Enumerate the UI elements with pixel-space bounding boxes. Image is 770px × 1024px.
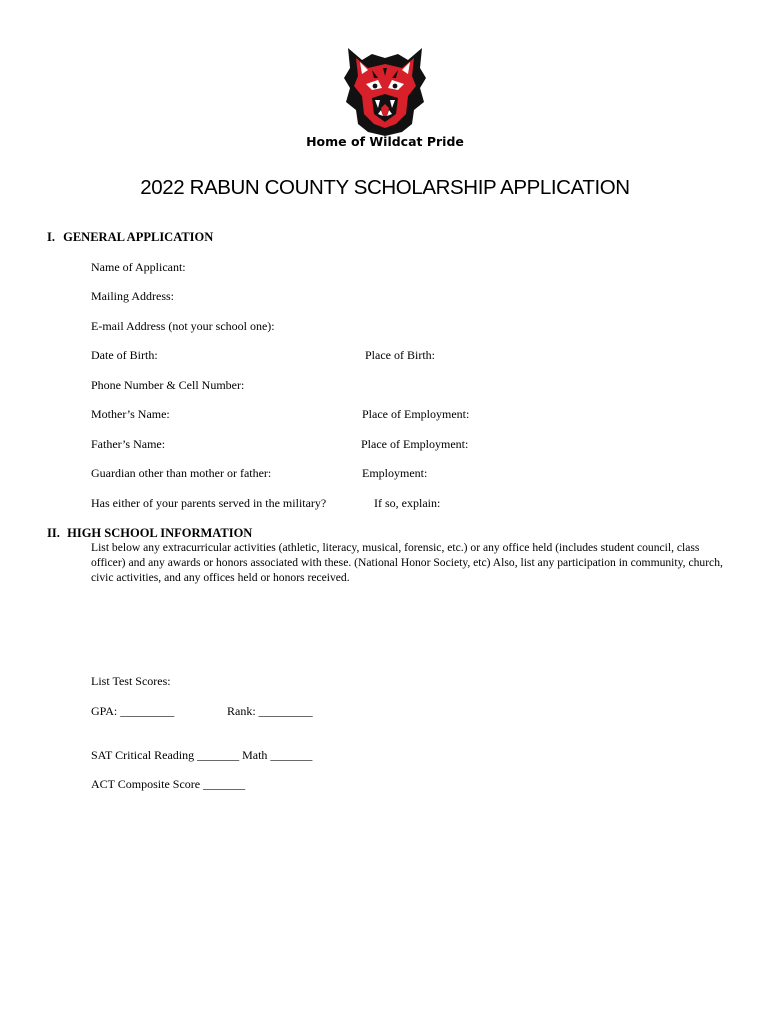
mailing-address-label: Mailing Address: — [91, 289, 174, 303]
place-of-birth-label: Place of Birth: — [365, 348, 435, 362]
section-number: II. — [47, 526, 60, 540]
section-high-school-heading — [47, 526, 252, 541]
email-label: E-mail Address (not your school one): — [91, 319, 275, 333]
section-number: I. — [47, 230, 55, 244]
wildcat-logo-icon — [342, 44, 428, 136]
gpa-label: GPA: _________ — [91, 704, 175, 718]
father-name-label: Father’s Name: — [91, 437, 166, 451]
logo-eye-left — [373, 84, 378, 89]
mother-employment-label: Place of Employment: — [362, 407, 470, 421]
activities-instructions: List below any extracurricular activities (athletic, literacy, musical, forensic, etc.) or any office held (includes student council, class officer) and any awards or honors associated with these. (National Honor Society, etc) Also, list any participation in community, church, civic activities, and any offices held or honors received. — [91, 541, 723, 584]
page-title: 2022 RABUN COUNTY SCHOLARSHIP APPLICATION — [140, 176, 630, 199]
military-service-label: Has either of your parents served in the military? — [91, 496, 327, 510]
rank-label: Rank: _________ — [227, 704, 313, 718]
mother-name-label: Mother’s Name: — [91, 407, 170, 421]
guardian-employment-label: Employment: — [362, 466, 428, 480]
date-of-birth-label: Date of Birth: — [91, 348, 158, 362]
test-scores-label: List Test Scores: — [91, 674, 171, 688]
military-explain-label: If so, explain: — [374, 496, 441, 510]
section-title: GENERAL APPLICATION — [63, 230, 214, 244]
guardian-label: Guardian other than mother or father: — [91, 466, 272, 480]
applicant-name-label: Name of Applicant: — [91, 260, 186, 274]
act-score-label: ACT Composite Score _______ — [91, 777, 246, 791]
phone-number-label: Phone Number & Cell Number: — [91, 378, 245, 392]
sat-scores-label: SAT Critical Reading _______ Math _______ — [91, 748, 313, 762]
section-general-heading — [47, 230, 213, 245]
father-employment-label: Place of Employment: — [361, 437, 469, 451]
logo-eye-right — [393, 84, 398, 89]
tagline: Home of Wildcat Pride — [306, 134, 464, 149]
section-title: HIGH SCHOOL INFORMATION — [67, 526, 253, 540]
